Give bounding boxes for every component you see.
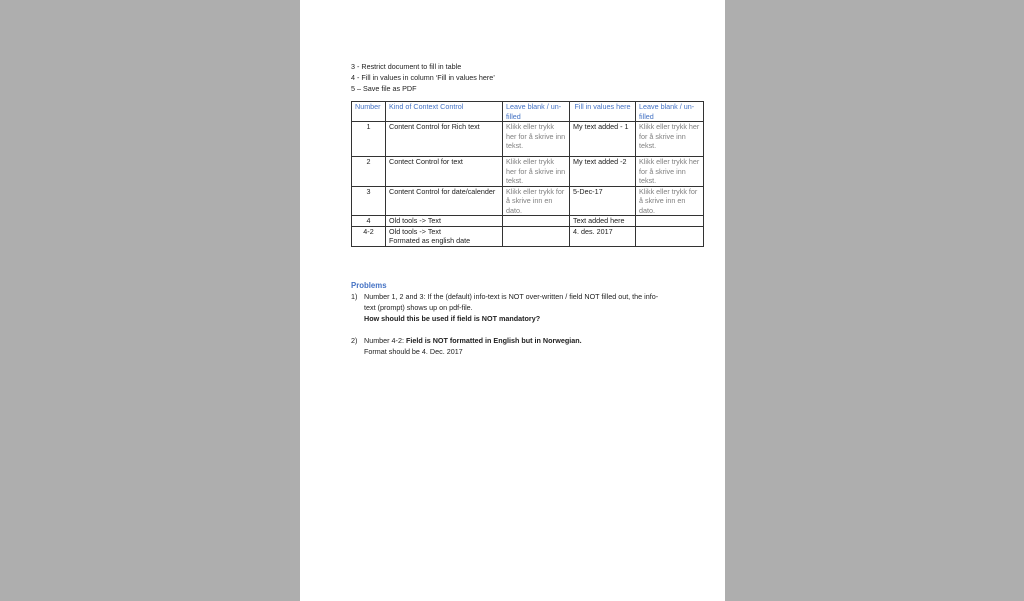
content-control-table [351,101,704,247]
row-empty-cell[interactable] [636,216,704,227]
table-row [352,186,704,216]
row-placeholder-prompt[interactable]: Klikk eller trykk for å skrive inn en dato. [503,186,570,216]
table-row [352,157,704,187]
row-filled-value[interactable]: Text added here [570,216,636,227]
header-kind: Kind of Context Control [386,102,503,122]
row-empty-cell[interactable] [636,226,704,246]
row-number: 4-2 [352,226,386,246]
header-number: Number [352,102,386,122]
page-content [351,61,711,357]
table-header-row [352,102,704,122]
header-leave-blank-1: Leave blank / un-filled [503,102,570,122]
document-page [300,0,725,601]
problem-question: How should this be used if field is NOT mandatory? [364,313,541,323]
problem-number: 1) [351,291,358,301]
header-fill-in: Fill in values here [570,102,636,122]
row-filled-value[interactable]: 5-Dec-17 [570,186,636,216]
problems-section [351,280,711,357]
step-3: 3 - Restrict document to fill in table [351,62,462,71]
row-filled-value[interactable]: My text added -2 [570,157,636,187]
instruction-steps [351,61,711,94]
row-empty-cell[interactable] [503,226,570,246]
problem-item-2 [351,335,711,357]
row-kind-line2: Formated as english date [389,236,471,245]
row-number: 4 [352,216,386,227]
row-kind-line1: Old tools -> Text [389,226,441,236]
row-empty-cell[interactable] [503,216,570,227]
step-4: 4 - Fill in values in column ‘Fill in values here’ [351,73,495,82]
problems-heading: Problems [351,280,387,290]
row-filled-value[interactable]: My text added - 1 [570,122,636,157]
row-placeholder-prompt[interactable]: Klikk eller trykk for å skrive inn en dato. [636,186,704,216]
row-kind: Contect Control for text [386,157,503,187]
row-number: 3 [352,186,386,216]
problem-text: Format should be 4. Dec. 2017 [364,346,463,356]
row-placeholder-prompt[interactable]: Klikk eller trykk her for å skrive inn tekst. [636,157,704,187]
step-5: 5 – Save file as PDF [351,84,417,93]
row-placeholder-prompt[interactable]: Klikk eller trykk her for å skrive inn tekst. [503,122,570,157]
table-row [352,122,704,157]
row-kind: Old tools -> Text [386,216,503,227]
problem-text: text (prompt) shows up on pdf-file. [364,302,473,312]
row-number: 1 [352,122,386,157]
problem-prefix: Number 4-2: [364,335,406,345]
row-filled-value[interactable]: 4. des. 2017 [570,226,636,246]
row-kind: Content Control for Rich text [386,122,503,157]
problem-text [364,335,711,346]
problem-emphasis: Field is NOT formatted in English but in Norwegian. [405,335,582,345]
row-kind: Content Control for date/calender [386,186,503,216]
problem-text: Number 1, 2 and 3: If the (default) info-text is NOT over-written / field NOT filled out, the info- [364,291,659,301]
header-leave-blank-2: Leave blank / un-filled [636,102,704,122]
row-placeholder-prompt[interactable]: Klikk eller trykk her for å skrive inn tekst. [636,122,704,157]
row-number: 2 [352,157,386,187]
row-kind [386,226,503,246]
table-row [352,226,704,246]
table-row [352,216,704,227]
problem-number: 2) [351,335,358,345]
problem-item-1 [351,291,711,324]
row-placeholder-prompt[interactable]: Klikk eller trykk her for å skrive inn tekst. [503,157,570,187]
